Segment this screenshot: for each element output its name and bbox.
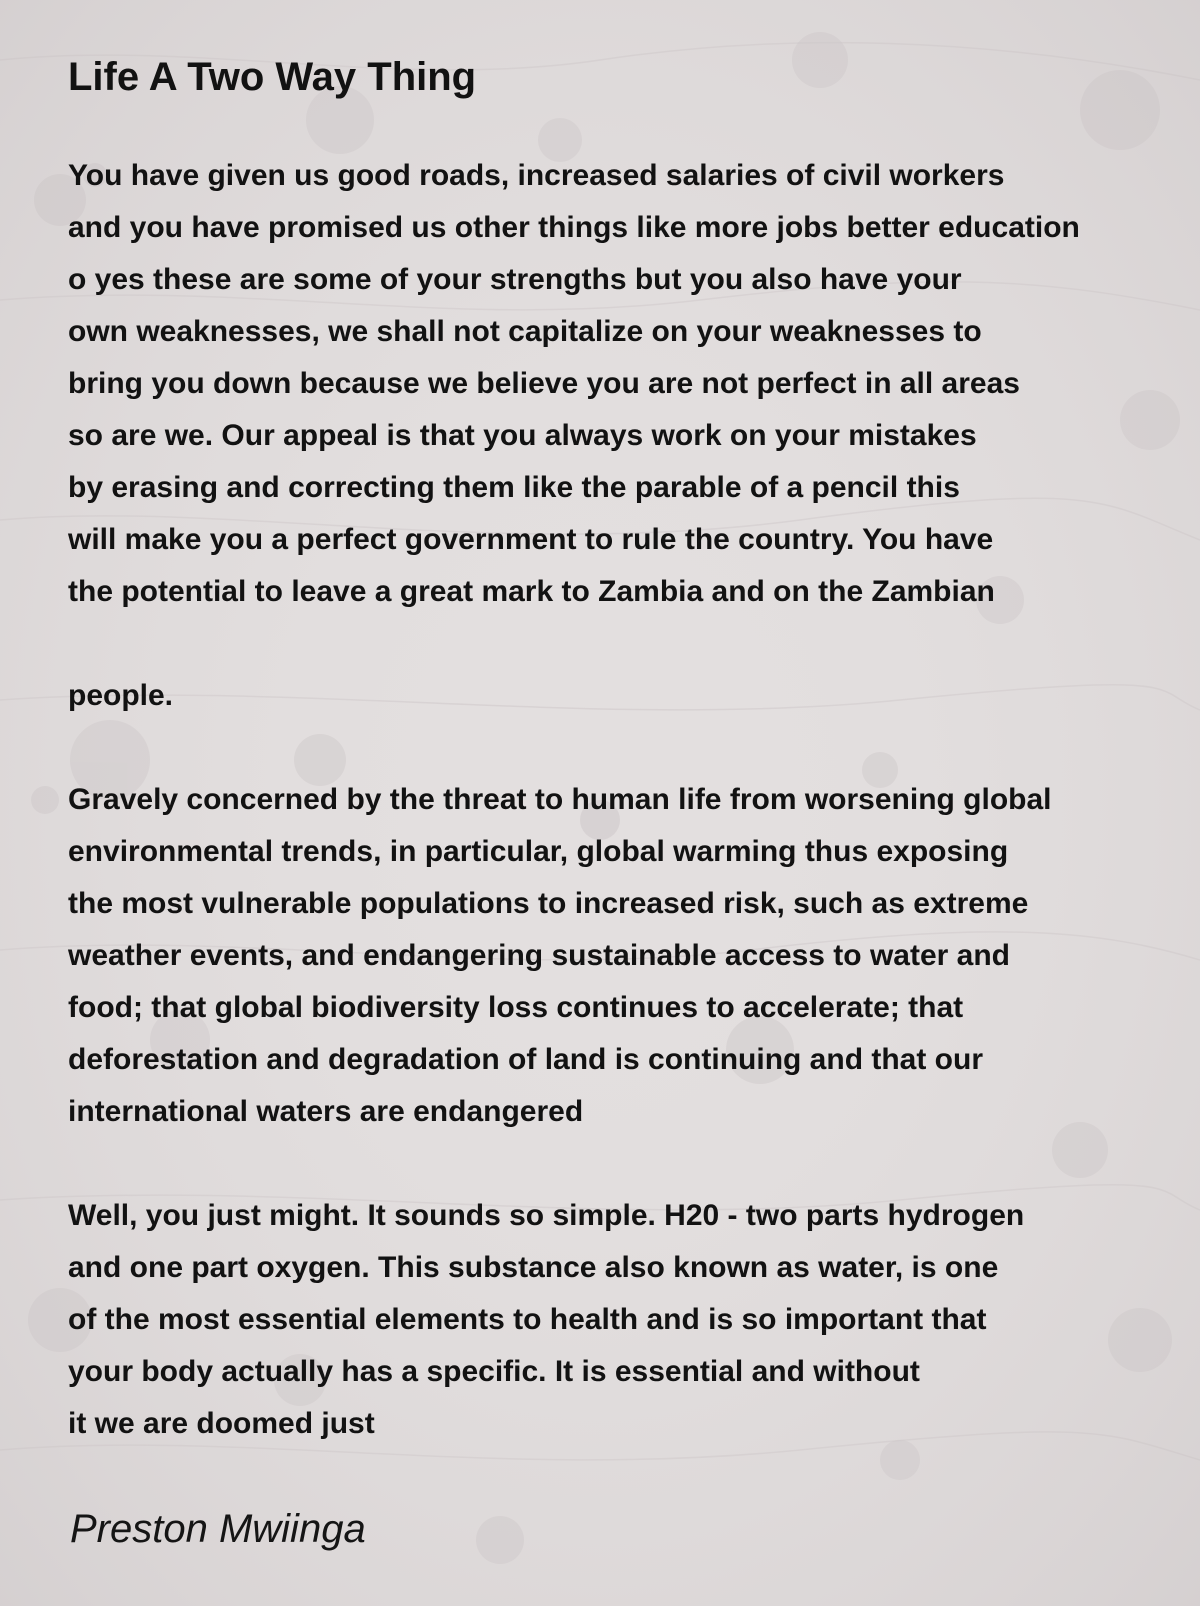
- poem-line: international waters are endangered: [68, 1095, 584, 1128]
- poem-author: Preston Mwiinga: [70, 1507, 366, 1551]
- stanza-break: [68, 1138, 1188, 1190]
- poem-line: the potential to leave a great mark to Zambia and on the Zambian: [68, 575, 995, 608]
- poem-line: environmental trends, in particular, global warming thus exposing: [68, 835, 1009, 868]
- poem-line: it we are doomed just: [68, 1407, 375, 1440]
- poem-line: so are we. Our appeal is that you always work on your mistakes: [68, 419, 977, 452]
- poem-line: and you have promised us other things like more jobs better education: [68, 211, 1080, 244]
- poem-line: of the most essential elements to health and is so important that: [68, 1303, 987, 1336]
- poem-line: weather events, and endangering sustainable access to water and: [68, 939, 1010, 972]
- poem-line: your body actually has a specific. It is essential and without: [68, 1355, 920, 1388]
- poem-line: Gravely concerned by the threat to human life from worsening global: [68, 783, 1052, 816]
- poem-line: own weaknesses, we shall not capitalize on your weaknesses to: [68, 315, 982, 348]
- poem-line: bring you down because we believe you are not perfect in all areas: [68, 367, 1020, 400]
- poem-body: [68, 150, 1188, 1450]
- poem-line: and one part oxygen. This substance also known as water, is one: [68, 1251, 999, 1284]
- poem-line: o yes these are some of your strengths but you also have your: [68, 263, 962, 296]
- poem-line: people.: [68, 679, 174, 712]
- poem-line: the most vulnerable populations to increased risk, such as extreme: [68, 887, 1029, 920]
- stanza-break: [68, 722, 1188, 774]
- poem-line: Well, you just might. It sounds so simple. H20 - two parts hydrogen: [68, 1199, 1025, 1232]
- poem-line: deforestation and degradation of land is continuing and that our: [68, 1043, 983, 1076]
- stanza-break: [68, 618, 1188, 670]
- poem-line: food; that global biodiversity loss continues to accelerate; that: [68, 991, 964, 1024]
- poem-line: will make you a perfect government to rule the country. You have: [68, 523, 994, 556]
- poem-line: You have given us good roads, increased salaries of civil workers: [68, 159, 1005, 192]
- poem-line: by erasing and correcting them like the parable of a pencil this: [68, 471, 960, 504]
- poem-title: Life A Two Way Thing: [68, 55, 477, 99]
